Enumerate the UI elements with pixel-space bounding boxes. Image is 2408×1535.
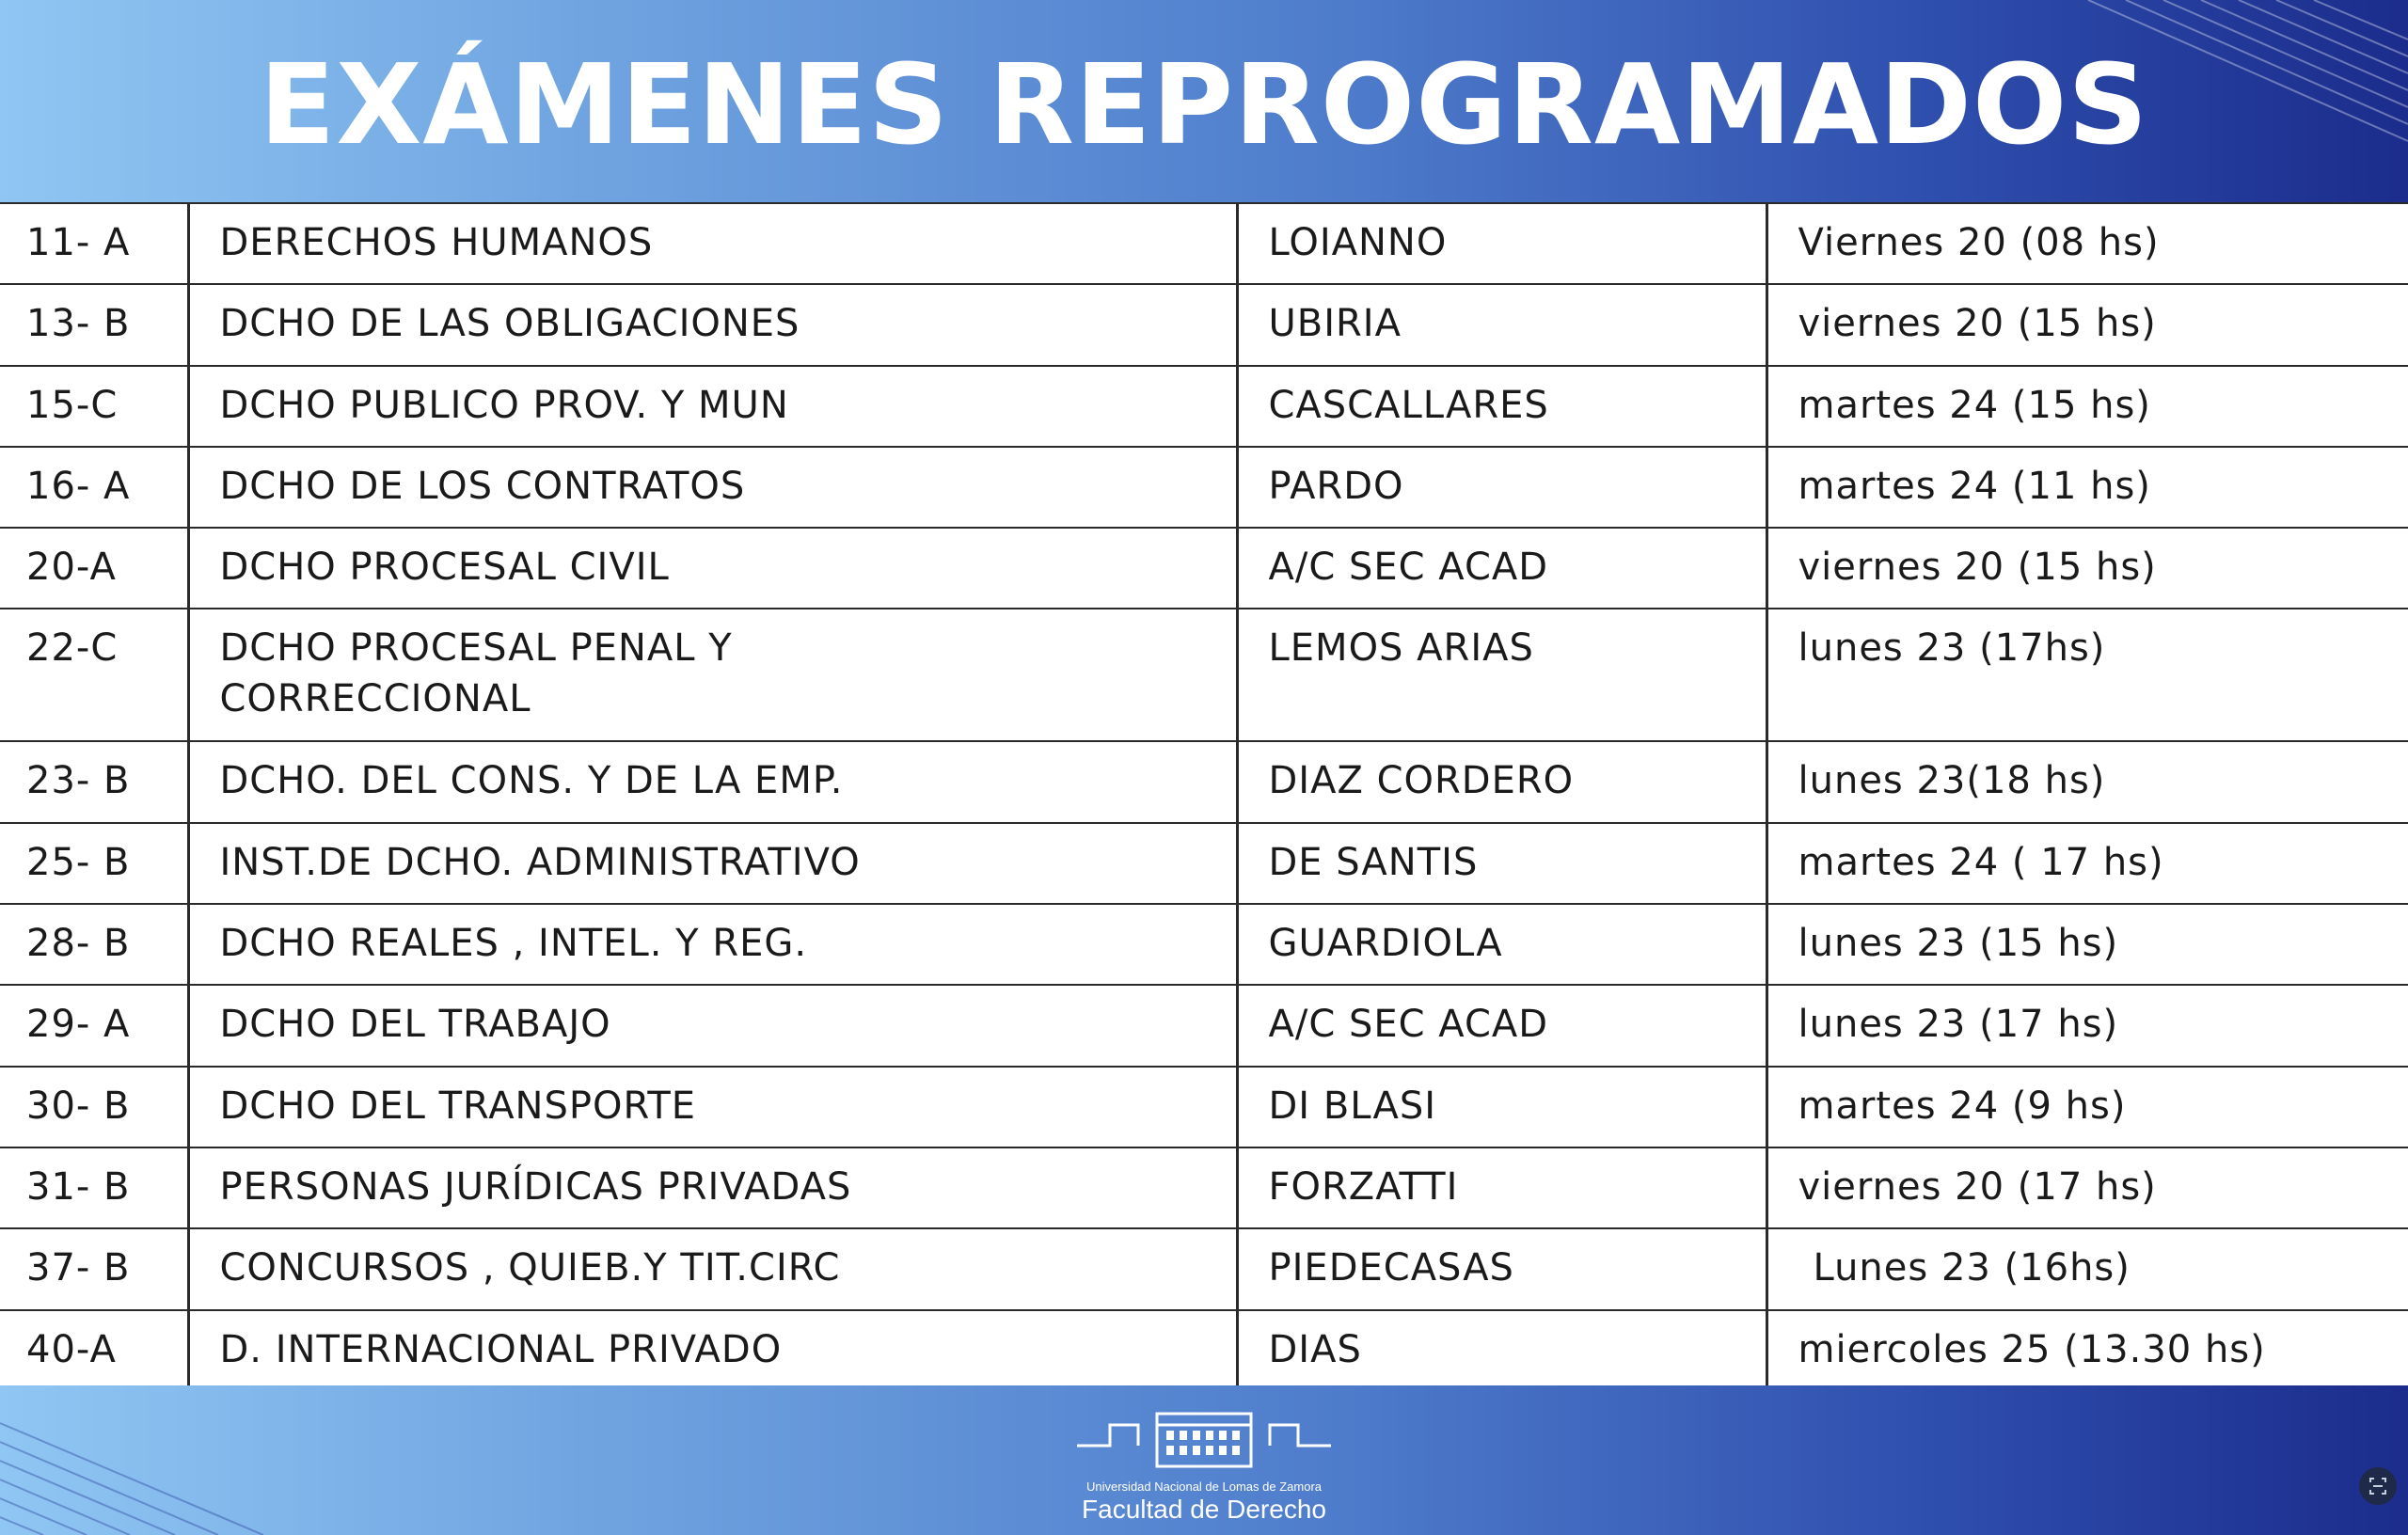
exam-code: 13- B [0, 284, 188, 365]
faculty-logo [1072, 1406, 1336, 1528]
exam-professor: UBIRIA [1237, 284, 1766, 365]
exam-date: Viernes 20 (08 hs) [1766, 203, 2408, 284]
exam-professor: GUARDIOLA [1237, 904, 1766, 985]
scan-icon[interactable] [2359, 1467, 2397, 1505]
exam-subject: DCHO DE LOS CONTRATOS [188, 447, 1237, 528]
table-row [0, 284, 2408, 365]
exam-date: lunes 23 (17 hs) [1766, 985, 2408, 1066]
exam-date: lunes 23 (17hs) [1766, 609, 2408, 741]
footer-banner [0, 1385, 2408, 1535]
exam-code: 22-C [0, 609, 188, 741]
exam-subject: DCHO DEL TRANSPORTE [188, 1067, 1237, 1147]
exam-professor: LOIANNO [1237, 203, 1766, 284]
exam-subject: DCHO REALES , INTEL. Y REG. [188, 904, 1237, 985]
page-title: EXÁMENES REPROGRAMADOS [259, 40, 2149, 169]
exam-code: 40-A [0, 1310, 188, 1391]
exam-code: 30- B [0, 1067, 188, 1147]
exam-code: 28- B [0, 904, 188, 985]
table-row [0, 823, 2408, 904]
table-row [0, 1147, 2408, 1228]
exam-professor: LEMOS ARIAS [1237, 609, 1766, 741]
exam-date: lunes 23 (15 hs) [1766, 904, 2408, 985]
exam-professor: DI BLASI [1237, 1067, 1766, 1147]
exam-date: viernes 20 (15 hs) [1766, 528, 2408, 609]
exam-date: lunes 23(18 hs) [1766, 741, 2408, 822]
university-building-icon [1072, 1406, 1336, 1472]
exam-code: 11- A [0, 203, 188, 284]
exam-professor: DIAZ CORDERO [1237, 741, 1766, 822]
exam-date: viernes 20 (17 hs) [1766, 1147, 2408, 1228]
exam-subject: DCHO PUBLICO PROV. Y MUN [188, 366, 1237, 447]
exam-subject: DCHO DEL TRABAJO [188, 985, 1237, 1066]
exam-code: 20-A [0, 528, 188, 609]
faculty-name: Facultad de Derecho [1082, 1495, 1326, 1524]
exam-date: miercoles 25 (13.30 hs) [1766, 1310, 2408, 1391]
exam-subject-line-1: DCHO PROCESAL PENAL Y [219, 626, 733, 671]
exam-professor: DE SANTIS [1237, 823, 1766, 904]
table-row [0, 609, 2408, 741]
table-row [0, 528, 2408, 609]
table-row [0, 1228, 2408, 1309]
exam-subject: DCHO DE LAS OBLIGACIONES [188, 284, 1237, 365]
table-row [0, 1310, 2408, 1391]
exam-professor: DIAS [1237, 1310, 1766, 1391]
exam-date: Lunes 23 (16hs) [1766, 1228, 2408, 1309]
exam-code: 29- A [0, 985, 188, 1066]
exam-subject: INST.DE DCHO. ADMINISTRATIVO [188, 823, 1237, 904]
exam-code: 23- B [0, 741, 188, 822]
exam-code: 15-C [0, 366, 188, 447]
exam-table-container [0, 202, 2408, 1385]
exam-professor: PIEDECASAS [1237, 1228, 1766, 1309]
exam-professor: A/C SEC ACAD [1237, 528, 1766, 609]
exam-table [0, 202, 2408, 1392]
diagonal-lines-decoration [0, 1385, 282, 1535]
exam-date: martes 24 (15 hs) [1766, 366, 2408, 447]
exam-subject-line-2: CORRECCIONAL [219, 677, 531, 721]
table-row [0, 203, 2408, 284]
exam-date: viernes 20 (15 hs) [1766, 284, 2408, 365]
exam-subject: DCHO PROCESAL CIVIL [188, 528, 1237, 609]
exam-date: martes 24 (11 hs) [1766, 447, 2408, 528]
table-row [0, 741, 2408, 822]
table-row [0, 366, 2408, 447]
exam-subject: D. INTERNACIONAL PRIVADO [188, 1310, 1237, 1391]
exam-date: martes 24 (9 hs) [1766, 1067, 2408, 1147]
table-row [0, 985, 2408, 1066]
header-banner [0, 0, 2408, 202]
exam-code: 25- B [0, 823, 188, 904]
exam-subject [188, 609, 1237, 741]
exam-professor: A/C SEC ACAD [1237, 985, 1766, 1066]
exam-professor: FORZATTI [1237, 1147, 1766, 1228]
exam-subject: CONCURSOS , QUIEB.Y TIT.CIRC [188, 1228, 1237, 1309]
table-row [0, 447, 2408, 528]
exam-code: 31- B [0, 1147, 188, 1228]
table-row [0, 904, 2408, 985]
exam-date: martes 24 ( 17 hs) [1766, 823, 2408, 904]
table-row [0, 1067, 2408, 1147]
exam-subject: PERSONAS JURÍDICAS PRIVADAS [188, 1147, 1237, 1228]
exam-professor: PARDO [1237, 447, 1766, 528]
exam-code: 37- B [0, 1228, 188, 1309]
exam-subject: DCHO. DEL CONS. Y DE LA EMP. [188, 741, 1237, 822]
university-name: Universidad Nacional de Lomas de Zamora [1085, 1480, 1322, 1494]
exam-code: 16- A [0, 447, 188, 528]
exam-professor: CASCALLARES [1237, 366, 1766, 447]
exam-subject: DERECHOS HUMANOS [188, 203, 1237, 284]
